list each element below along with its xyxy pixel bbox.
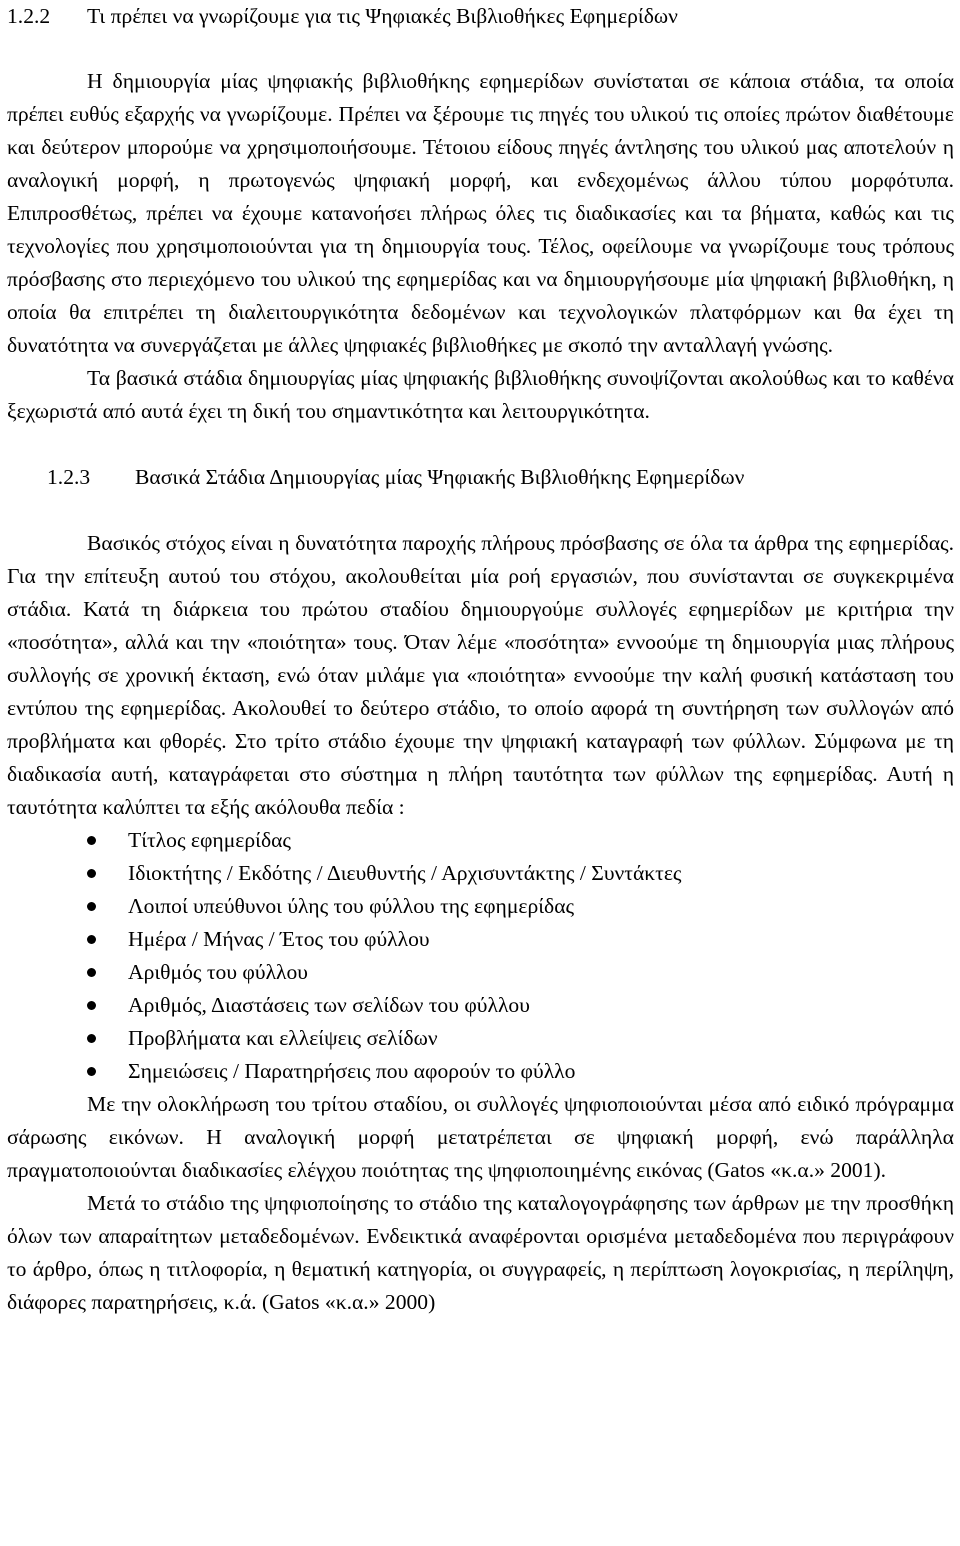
list-item (7, 857, 954, 890)
bullet-icon (87, 935, 96, 944)
bullet-icon (87, 1034, 96, 1043)
list-item (7, 1022, 954, 1055)
list-item-text: Τίτλος εφημερίδας (128, 828, 291, 852)
list-item-text: Προβλήματα και ελλείψεις σελίδων (128, 1026, 438, 1050)
list-item-text: Αριθμός, Διαστάσεις των σελίδων του φύλλου (128, 993, 530, 1017)
bullet-icon (87, 869, 96, 878)
list-item (7, 956, 954, 989)
bullet-icon (87, 968, 96, 977)
section-number: 1.2.3 (47, 465, 91, 489)
list-item-text: Ημέρα / Μήνας / Έτος του φύλλου (128, 927, 430, 951)
bullet-icon (87, 902, 96, 911)
bullet-icon (87, 836, 96, 845)
list-item-text: Αριθμός του φύλλου (128, 960, 308, 984)
paragraph: Μετά το στάδιο της ψηφιοποίησης το στάδιο της καταλογογράφησης των άρθρων με την προσθήκη όλων των απαραίτητων μεταδεδομένων. Ενδεικτικά αναφέρονται ορισμένα μεταδεδομένα που περιγράφουν το άρθρο, όπως η τιτλοφορία, η θεματική κατηγορία, οι συγγραφείς, η περίπτωση λογοκρισίας, η περίληψη, διάφορες παρατηρήσεις, κ.ά. (Gatos «κ.α.» 2000) (7, 1191, 954, 1314)
fields-list (7, 824, 954, 1088)
list-item-text: Σημειώσεις / Παρατηρήσεις που αφορούν το φύλλο (128, 1059, 576, 1083)
list-item (7, 890, 954, 923)
section-number: 1.2.2 (7, 4, 51, 28)
list-item-text: Λοιποί υπεύθυνοι ύλης του φύλλου της εφημερίδας (128, 894, 575, 918)
paragraph: Η δημιουργία μίας ψηφιακής βιβλιοθήκης εφημερίδων συνίσταται σε κάποια στάδια, τα οποία πρέπει ευθύς εξαρχής να γνωρίζουμε. Πρέπει να ξέρουμε τις πηγές του υλικού τις οποίες πρώτον διαθέτουμε και δεύτερον μπορούμε να χρησιμοποιήσουμε. Τέτοιου είδους πηγές άντλησης του υλικού μας αποτελούν η αναλογική μορφή, η πρωτογενώς ψηφιακή μορφή, και ενδεχομένως άλλου τύπου μορφότυπα. Επιπροσθέτως, πρέπει να έχουμε κατανοήσει πλήρως όλες τις διαδικασίες και τα βήματα, καθώς και τις τεχνολογίες που χρησιμοποιούνται για τη δημιουργία τους. Τέλος, οφείλουμε να γνωρίζουμε τους τρόπους πρόσβασης στο περιεχόμενο του υλικού της εφημερίδας και να δημιουργήσουμε μία ψηφιακή βιβλιοθήκη, η οποία θα επιτρέπει τη διαλειτουργικότητα δεδομένων και τεχνολογικών πλατφόρμων και θα έχει τη δυνατότητα να συνεργάζεται με άλλες ψηφιακές βιβλιοθήκες με σκοπό την ανταλλαγή γνώσης. (7, 69, 954, 357)
list-item (7, 989, 954, 1022)
section-title: Τι πρέπει να γνωρίζουμε για τις Ψηφιακές Βιβλιοθήκες Εφημερίδων (87, 4, 678, 28)
bullet-icon (87, 1001, 96, 1010)
paragraph: Βασικός στόχος είναι η δυνατότητα παροχής πλήρους πρόσβασης σε όλα τα άρθρα της εφημερίδας. Για την επίτευξη αυτού του στόχου, ακολουθείται μία ροή εργασιών, που συνίστανται σε συγκεκριμένα στάδια. Κατά τη διάρκεια του πρώτου σταδίου δημιουργούμε συλλογές εφημερίδων με κριτήρια την «ποσότητα», αλλά και την «ποιότητα» τους. Όταν λέμε «ποσότητα» εννοούμε τη δημιουργία μιας πλήρους συλλογής σε χρονική έκταση, ενώ όταν μιλάμε για «ποιότητα» εννοούμε την καλή φυσική κατάσταση του εντύπου της εφημερίδας. Ακολουθεί το δεύτερο στάδιο, το οποίο αφορά τη συντήρηση των συλλογών από προβλήματα και φθορές. Στο τρίτο στάδιο έχουμε την ψηφιακή καταγραφή των φύλλων. Σύμφωνα με τη διαδικασία αυτή, καταγράφεται στο σύστημα η πλήρη ταυτότητα των φύλλων της εφημερίδας. Αυτή η ταυτότητα καλύπτει τα εξής ακόλουθα πεδία : (7, 531, 954, 819)
paragraph: Με την ολοκλήρωση του τρίτου σταδίου, οι συλλογές ψηφιοποιούνται μέσα από ειδικό πρόγραμμα σάρωσης εικόνων. Η αναλογική μορφή μετατρέπεται σε ψηφιακή μορφή, ενώ παράλληλα πραγματοποιούνται διαδικασίες ελέγχου ποιότητας της ψηφιοποιημένης εικόνας (Gatos «κ.α.» 2001). (7, 1092, 954, 1182)
list-item (7, 824, 954, 857)
list-item (7, 1055, 954, 1088)
bullet-icon (87, 1067, 96, 1076)
section-title: Βασικά Στάδια Δημιουργίας μίας Ψηφιακής Βιβλιοθήκης Εφημερίδων (135, 465, 745, 489)
list-item-text: Ιδιοκτήτης / Εκδότης / Διευθυντής / Αρχισυντάκτης / Συντάκτες (128, 861, 682, 885)
paragraph: Τα βασικά στάδια δημιουργίας μίας ψηφιακής βιβλιοθήκης συνοψίζονται ακολούθως και το καθένα ξεχωριστά από αυτά έχει τη δική του σημαντικότητα και λειτουργικότητα. (7, 366, 954, 423)
list-item (7, 923, 954, 956)
section-heading-1-2-3 (7, 461, 954, 494)
section-heading-1-2-2 (7, 0, 954, 33)
